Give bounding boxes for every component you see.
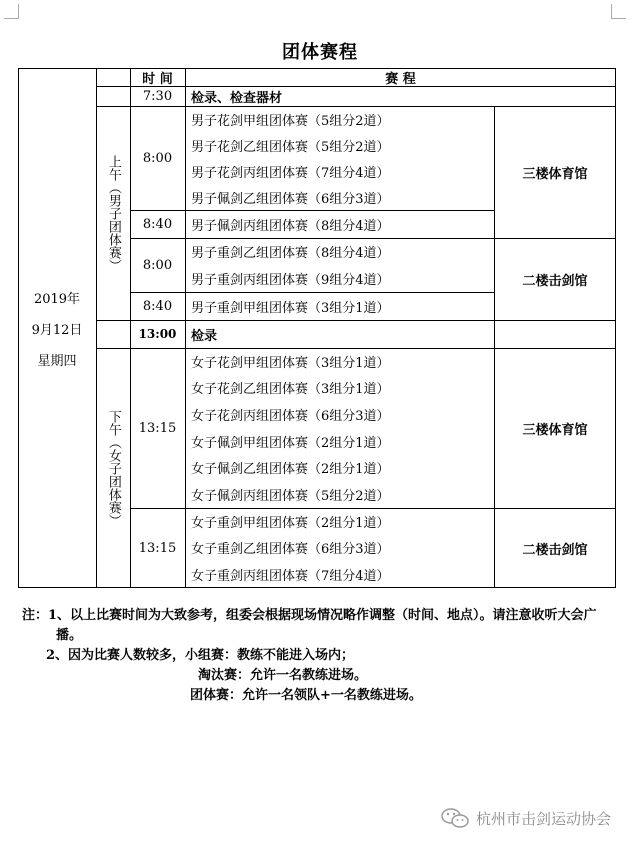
watermark: [440, 807, 611, 829]
date-day: 9月12日: [31, 322, 83, 338]
event-cell: 女子花剑乙组团体赛（3组分1道）: [191, 382, 390, 398]
event-cell: 男子重剑丙组团体赛（9组分4道）: [191, 273, 390, 288]
grid-line: [130, 238, 616, 239]
event-cell: 女子佩剑乙组团体赛（2组分1道）: [191, 462, 390, 478]
grid-line: [130, 210, 494, 211]
note-1: 注：1、以上比赛时间为大致参考，组委会根据现场情况略作调整（时间、地点）。请注意收听大会广播。: [22, 608, 597, 643]
venue-cell: 三楼体育馆: [522, 422, 588, 438]
grid-line: [96, 68, 97, 588]
time-cell: 8:00: [142, 150, 173, 166]
grid-line: [130, 508, 616, 509]
table-border: [18, 587, 616, 588]
page-corner-mark-left: [4, 4, 19, 19]
grid-line: [185, 68, 186, 588]
event-cell: 女子花剑丙组团体赛（6组分3道）: [191, 408, 390, 424]
venue-cell: 二楼击剑馆: [522, 542, 588, 558]
header-event: 赛 程: [385, 71, 416, 87]
event-cell: 女子佩剑甲组团体赛（2组分1道）: [191, 435, 390, 451]
event-cell: 男子重剑乙组团体赛（8组分4道）: [191, 246, 390, 261]
grid-line: [96, 348, 616, 349]
schedule-table: [18, 68, 616, 588]
time-cell: 8:00: [142, 257, 173, 273]
note-2: 2、因为比赛人数较多，小组赛：教练不能进入场内；: [46, 648, 355, 663]
grid-line: [96, 106, 616, 107]
event-cell: 男子佩剑乙组团体赛（6组分3道）: [191, 191, 390, 207]
watermark-text: 杭州市击剑运动协会: [476, 809, 612, 828]
afternoon-session-label: 下午（女子团体赛）: [105, 409, 121, 527]
table-border: [18, 68, 19, 588]
event-cell: 女子重剑丙组团体赛（7组分4道）: [191, 569, 390, 585]
time-cell: 13:15: [138, 420, 177, 436]
event-cell: 男子花剑甲组团体赛（5组分2道）: [191, 113, 390, 129]
grid-line: [494, 106, 495, 588]
event-cell: 女子花剑甲组团体赛（3组分1道）: [191, 355, 390, 371]
event-cell: 男子花剑丙组团体赛（7组分4道）: [191, 165, 390, 181]
event-cell: 女子重剑甲组团体赛（2组分1道）: [191, 515, 390, 531]
header-time: 时 间: [142, 71, 173, 87]
time-cell: 8:40: [142, 298, 173, 314]
date-year: 2019年: [33, 291, 81, 307]
time-cell: 13:15: [138, 540, 177, 556]
date-weekday: 星期四: [37, 353, 77, 369]
venue-cell: 三楼体育馆: [522, 166, 588, 182]
note-4: 团体赛：允许一名领队+一名教练进场。: [190, 688, 422, 703]
table-border: [615, 68, 616, 588]
time-cell: 13:00: [138, 327, 177, 341]
notes: [22, 606, 622, 706]
event-cell: 男子花剑乙组团体赛（5组分2道）: [191, 139, 390, 155]
event-cell: 男子重剑甲组团体赛（3组分1道）: [191, 300, 390, 316]
page-corner-mark-right: [611, 4, 626, 19]
time-cell: 8:40: [142, 216, 173, 232]
event-cell: 女子佩剑丙组团体赛（5组分2道）: [191, 489, 390, 504]
wechat-icon: [440, 807, 470, 829]
time-cell: 7:30: [142, 88, 173, 104]
date-cell: [18, 68, 96, 588]
grid-line: [130, 292, 494, 293]
event-cell: 检录、检查器材: [191, 90, 283, 106]
grid-line: [130, 68, 131, 588]
table-border: [18, 68, 616, 69]
grid-line: [96, 320, 616, 321]
event-cell: 女子重剑乙组团体赛（6组分3道）: [191, 542, 390, 558]
morning-session-label: 上午（男子团体赛）: [105, 154, 121, 272]
note-3: 淘汰赛：允许一名教练进场。: [198, 668, 368, 683]
grid-line: [96, 86, 616, 87]
event-cell: 男子佩剑丙组团体赛（8组分4道）: [191, 218, 390, 234]
event-cell: 检录: [191, 328, 218, 344]
page-title: 团体赛程: [282, 42, 358, 63]
venue-cell: 二楼击剑馆: [522, 273, 588, 289]
